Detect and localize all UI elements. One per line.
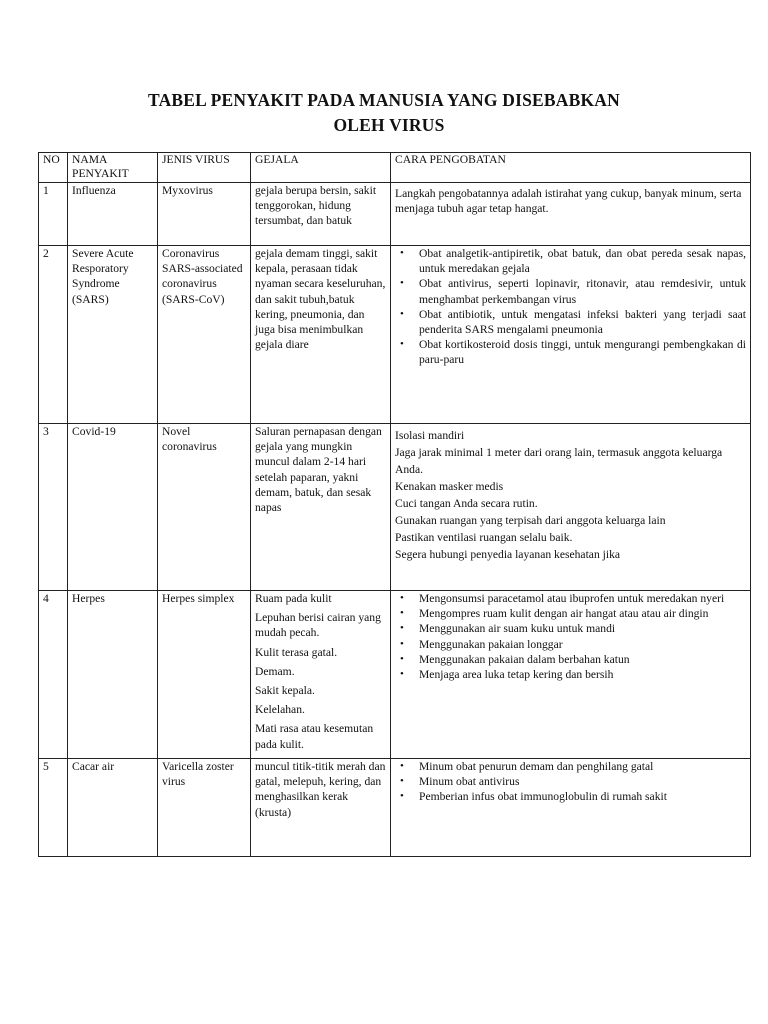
cell-type: Myxovirus (158, 183, 251, 246)
cell-type: Varicella zoster virus (158, 759, 251, 857)
treatment-line: Gunakan ruangan yang terpisah dari anggota keluarga lain (395, 514, 666, 527)
treatment-list (395, 246, 746, 368)
table-header-row (39, 153, 751, 183)
list-item: • Pemberian infus obat immunoglobulin di rumah sakit (419, 789, 746, 804)
list-item: • Mengompres ruam kulit dengan air hangat atau atau air dingin (419, 606, 746, 621)
cell-no: 2 (39, 246, 68, 424)
treatment-line: Isolasi mandiri (395, 429, 465, 442)
header-no: NO (39, 153, 68, 183)
list-item: • Obat antibiotik, untuk mengatasi infeksi bakteri yang terjadi saat penderita SARS mengalami pneumonia (419, 307, 746, 337)
cell-no: 5 (39, 759, 68, 857)
header-name: NAMA PENYAKIT (68, 153, 158, 183)
symptom-text: muncul titik-titik merah dan gatal, melepuh, kering, dan menghasilkan kerak (krusta) (255, 760, 386, 819)
header-symptoms: GEJALA (251, 153, 391, 183)
cell-symptoms (251, 759, 391, 857)
symptom-line: Kelelahan. (255, 703, 305, 717)
treatment-line: Kenakan masker medis (395, 480, 504, 493)
cell-treatment (391, 424, 751, 591)
treatment-line: Pastikan ventilasi ruangan selalu baik. (395, 531, 573, 544)
symptom-line: Sakit kepala. (255, 684, 315, 698)
treatment-text: Langkah pengobatannya adalah istirahat yang cukup, banyak minum, serta menjaga tubuh agar tetap hangat. (395, 187, 742, 216)
cell-name: Herpes (68, 591, 158, 759)
treatment-line: Cuci tangan Anda secara rutin. (395, 497, 538, 510)
cell-treatment (391, 246, 751, 424)
treatment-list (395, 759, 746, 805)
cell-name: Covid-19 (68, 424, 158, 591)
list-item: • Menjaga area luka tetap kering dan bersih (419, 667, 746, 682)
cell-type: Coronavirus SARS-associated coronavirus (SARS-CoV) (158, 246, 251, 424)
treatment-list (395, 591, 746, 682)
cell-treatment (391, 591, 751, 759)
list-item: • Minum obat antivirus (419, 774, 746, 789)
list-item: • Obat antivirus, seperti lopinavir, ritonavir, atau remdesivir, untuk menghambat perkembangan virus (419, 276, 746, 306)
list-item: • Menggunakan pakaian dalam berbahan katun (419, 652, 746, 667)
list-item: • Menggunakan air suam kuku untuk mandi (419, 621, 746, 636)
cell-name: Influenza (68, 183, 158, 246)
cell-no: 3 (39, 424, 68, 591)
treatment-line: Jaga jarak minimal 1 meter dari orang lain, termasuk anggota keluarga Anda. (395, 446, 723, 476)
list-item: • Obat kortikosteroid dosis tinggi, untuk mengurangi pembengkakan di paru-paru (419, 337, 746, 367)
symptom-line: Demam. (255, 664, 295, 678)
cell-name: Severe Acute Resporatory Syndrome (SARS) (68, 246, 158, 424)
symptom-line: Lepuhan berisi cairan yang mudah pecah. (255, 611, 381, 640)
symptom-line: Kulit terasa gatal. (255, 645, 338, 659)
cell-type: Herpes simplex (158, 591, 251, 759)
symptom-text: gejala demam tinggi, sakit kepala, perasaan tidak nyaman secara keseluruhan, dan sakit tubuh,batuk kering, pneumonia, dan juga bisa menimbulkan gejala diare (255, 247, 386, 352)
table-row (39, 591, 751, 759)
cell-treatment (391, 183, 751, 246)
table-row (39, 424, 751, 591)
cell-symptoms (251, 183, 391, 246)
treatment-line: Segera hubungi penyedia layanan kesehatan jika (395, 548, 621, 561)
list-item: • Mengonsumsi paracetamol atau ibuprofen untuk meredakan nyeri (419, 591, 746, 606)
cell-type: Novel coronavirus (158, 424, 251, 591)
list-item: • Obat analgetik-antipiretik, obat batuk, dan obat pereda sesak napas, untuk meredakan gejala (419, 246, 746, 276)
table-row (39, 183, 751, 246)
list-item: • Menggunakan pakaian longgar (419, 637, 746, 652)
cell-symptoms (251, 246, 391, 424)
cell-no: 4 (39, 591, 68, 759)
symptom-line: Mati rasa atau kesemutan pada kulit. (255, 722, 374, 751)
cell-name: Cacar air (68, 759, 158, 857)
symptom-line: Ruam pada kulit (255, 592, 332, 605)
table-row (39, 246, 751, 424)
title-line-2: OLEH VIRUS (333, 115, 445, 135)
cell-symptoms (251, 424, 391, 591)
cell-treatment (391, 759, 751, 857)
document-title (0, 88, 768, 138)
title-line-1: TABEL PENYAKIT PADA MANUSIA YANG DISEBABKAN (148, 90, 620, 110)
cell-symptoms (251, 591, 391, 759)
cell-no: 1 (39, 183, 68, 246)
table-row (39, 759, 751, 857)
symptom-text: gejala berupa bersin, sakit tenggorokan, hidung tersumbat, dan batuk (255, 184, 377, 228)
header-type: JENIS VIRUS (158, 153, 251, 183)
virus-disease-table (38, 152, 751, 857)
header-treatment: CARA PENGOBATAN (391, 153, 751, 183)
symptom-text: Saluran pernapasan dengan gejala yang mungkin muncul dalam 2-14 hari setelah paparan, yakni demam, batuk, dan sesak napas (255, 425, 382, 515)
list-item: • Minum obat penurun demam dan penghilang gatal (419, 759, 746, 774)
